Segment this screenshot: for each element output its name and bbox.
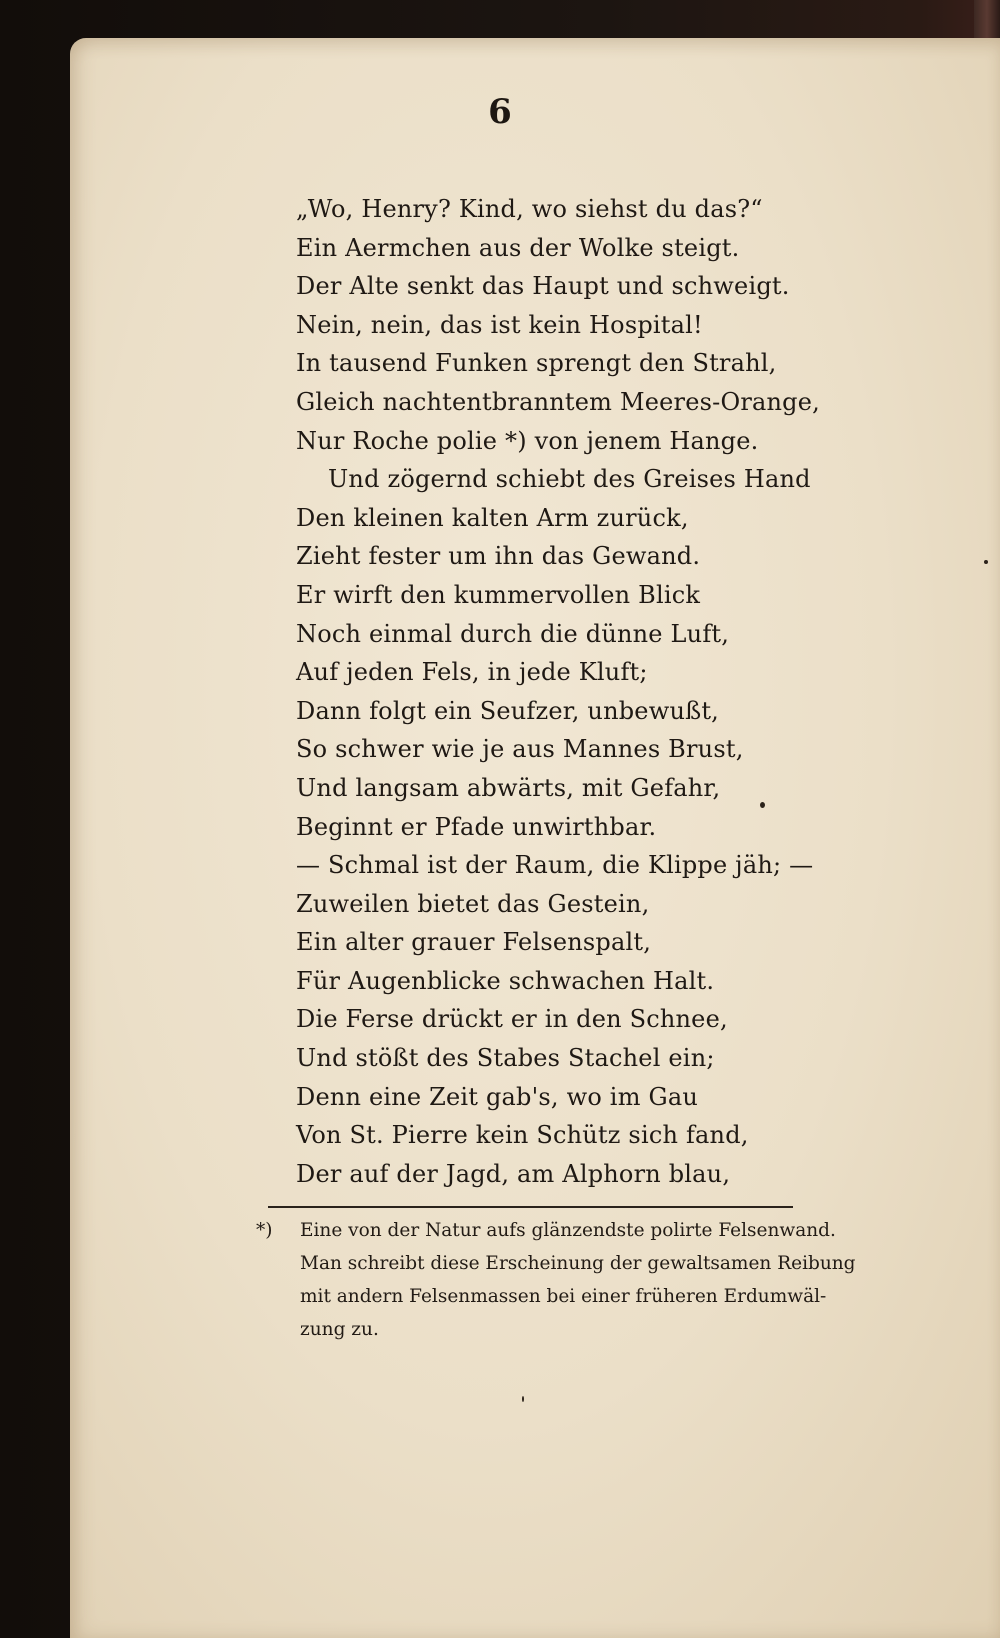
- verse-line: Der auf der Jagd, am Alphorn blau,: [296, 1159, 731, 1188]
- paper-speck: [984, 560, 988, 564]
- verse-line: Und zögernd schiebt des Greises Hand: [328, 465, 811, 494]
- footnote-line: mit andern Felsenmassen bei einer früheren Erdumwäl-: [300, 1286, 827, 1307]
- footnote-marker: *): [256, 1220, 273, 1241]
- verse-line: Die Ferse drückt er in den Schnee,: [296, 1005, 728, 1034]
- footnote: [256, 1214, 956, 1346]
- verse-line: Auf jeden Fels, in jede Kluft;: [296, 658, 648, 687]
- footnote-divider: [268, 1206, 793, 1208]
- footnote-line: Man schreibt diese Erscheinung der gewaltsamen Reibung: [300, 1253, 856, 1274]
- verse-line: Und stößt des Stabes Stachel ein;: [296, 1044, 715, 1073]
- verse-line: „Wo, Henry? Kind, wo siehst du das?“: [296, 195, 763, 223]
- verse-line: Er wirft den kummervollen Blick: [296, 580, 701, 609]
- verse-line: So schwer wie je aus Mannes Brust,: [296, 735, 744, 764]
- verse-line: Ein alter grauer Felsenspalt,: [296, 928, 652, 957]
- verse-line: — Schmal ist der Raum, die Klippe jäh; —: [296, 851, 814, 880]
- verse-line: Ein Aermchen aus der Wolke steigt.: [296, 233, 740, 262]
- verse-line: In tausend Funken sprengt den Strahl,: [296, 349, 777, 378]
- verse-line: Nein, nein, das ist kein Hospital!: [296, 310, 703, 339]
- verse-line: Und langsam abwärts, mit Gefahr,: [296, 773, 721, 802]
- footnote-text: Eine von der Natur aufs glänzendste polirte Felsenwand.: [300, 1220, 836, 1241]
- verse-line: Denn eine Zeit gab's, wo im Gau: [296, 1082, 699, 1111]
- verse-line: Von St. Pierre kein Schütz sich fand,: [296, 1121, 749, 1150]
- verse-line: Zieht fester um ihn das Gewand.: [296, 542, 701, 571]
- verse-line: Nur Roche polie *) von jenem Hange.: [296, 426, 759, 455]
- page-number: 6: [488, 92, 512, 132]
- verse-line: Den kleinen kalten Arm zurück,: [296, 503, 689, 532]
- verse-line: Beginnt er Pfade unwirthbar.: [296, 812, 657, 841]
- footnote-line: zung zu.: [300, 1319, 379, 1340]
- verse-line: Für Augenblicke schwachen Halt.: [296, 966, 715, 995]
- verse-line: Der Alte senkt das Haupt und schweigt.: [296, 272, 790, 301]
- verse-line: Zuweilen bietet das Gestein,: [296, 889, 650, 918]
- poem-verse: [296, 190, 916, 1193]
- verse-line: Gleich nachtentbranntem Meeres-Orange,: [296, 387, 820, 416]
- paper-speck: [522, 1396, 524, 1402]
- verse-line: Noch einmal durch die dünne Luft,: [296, 619, 730, 648]
- paper-speck: [760, 802, 765, 808]
- footnote-line: [256, 1214, 956, 1247]
- verse-line: Dann folgt ein Seufzer, unbewußt,: [296, 696, 720, 725]
